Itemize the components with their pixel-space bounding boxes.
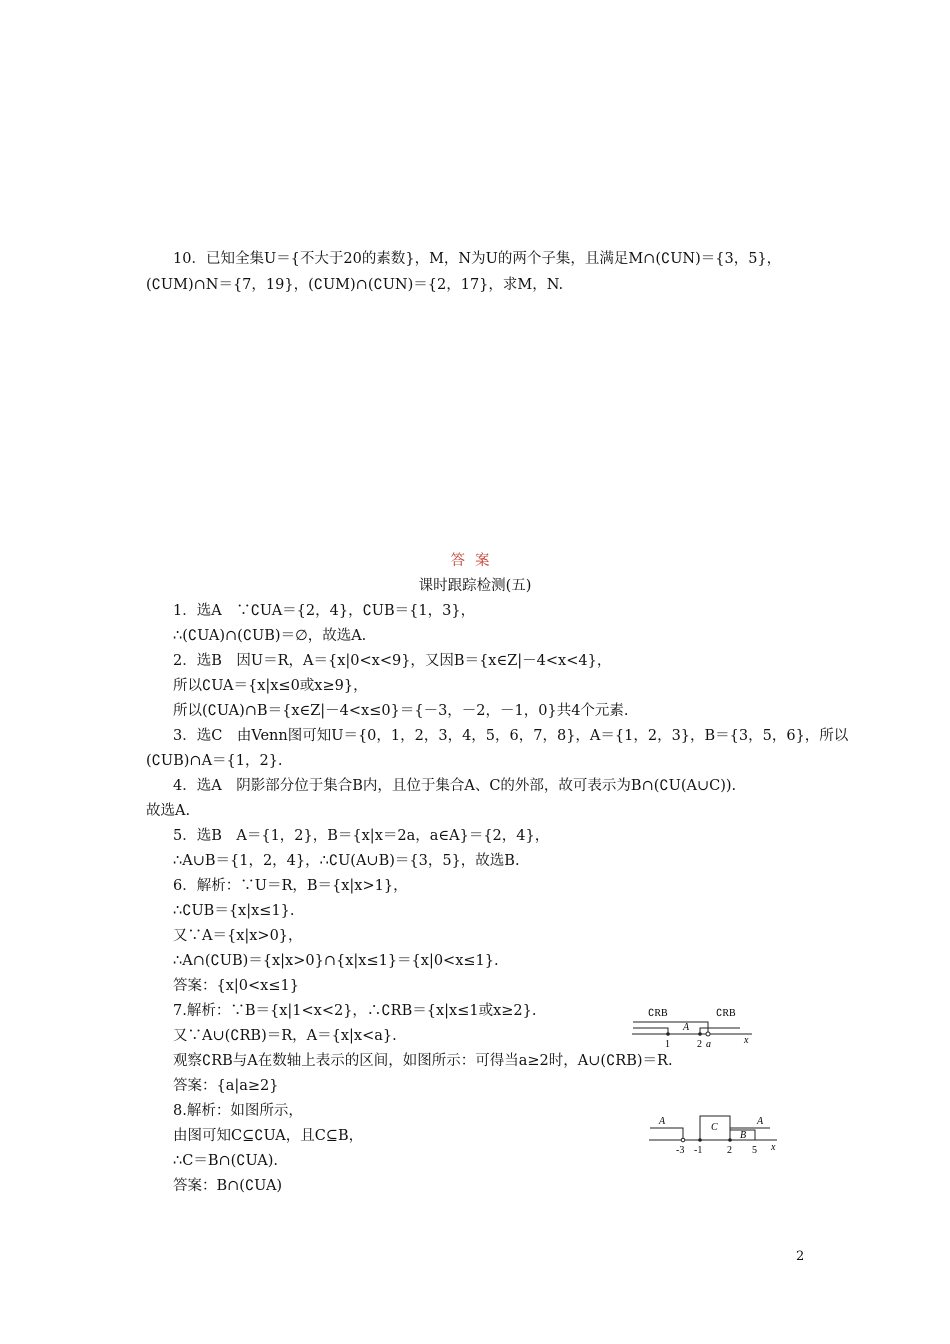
figure8-label: A xyxy=(757,1116,764,1127)
answer-line: 所以(∁UA)∩B＝{x∈Z|－4<x≤0}＝{－3，－2，－1，0}共4个元素. xyxy=(173,703,629,719)
figure8-label: x xyxy=(771,1142,776,1153)
figure8-label: 2 xyxy=(727,1145,732,1156)
answer-line: ∴(∁UA)∩(∁UB)＝∅，故选A. xyxy=(173,628,367,644)
figure8-label: -3 xyxy=(676,1145,685,1156)
answers-subheading: 课时跟踪检测(五) xyxy=(418,578,532,594)
answer-line: 又∵A∪(∁RB)＝R，A＝{x|x<a}. xyxy=(173,1028,397,1044)
figure7-label: 2 xyxy=(697,1039,702,1050)
figure7-label: ∁RB xyxy=(648,1008,668,1019)
answer-line: 由图可知C⊆∁UA，且C⊆B， xyxy=(173,1128,364,1144)
page-number: 2 xyxy=(796,1249,805,1264)
figure8-label: B xyxy=(740,1130,747,1141)
figure7-label: A xyxy=(683,1022,690,1033)
answers-heading: 答案 xyxy=(450,553,500,569)
answer-line: 所以∁UA＝{x|x≤0或x≥9}， xyxy=(173,678,368,694)
number-line-figure-8 xyxy=(645,1110,785,1158)
answer-line: 7.解析：∵B＝{x|1<x<2}，∴∁RB＝{x|x≤1或x≥2}. xyxy=(173,1003,537,1019)
answer-line: 答案：{a|a≥2} xyxy=(173,1078,279,1094)
figure7-label: 1 xyxy=(665,1039,670,1050)
answer-line: 3．选C 由Venn图可知U＝{0，1，2，3，4，5，6，7，8}，A＝{1，2，3}，B＝{3，5，6}，所以 xyxy=(173,728,849,744)
figure7-label: a xyxy=(706,1039,711,1050)
number-line-figure-7 xyxy=(628,1000,758,1052)
answer-line: ∴C＝B∩(∁UA). xyxy=(173,1153,279,1169)
answer-line: 6．解析：∵U＝R，B＝{x|x>1}， xyxy=(173,878,408,894)
figure7-label: x xyxy=(744,1035,749,1046)
answer-line: ∴A∪B＝{1，2，4}，∴∁U(A∪B)＝{3，5}，故选B. xyxy=(173,853,520,869)
figure7-label: ∁RB xyxy=(716,1008,736,1019)
figure8-label: C xyxy=(711,1122,718,1133)
figure8-label: -1 xyxy=(694,1145,703,1156)
answer-line: 答案：B∩(∁UA) xyxy=(173,1178,283,1194)
answer-line: 观察∁RB与A在数轴上表示的区间，如图所示：可得当a≥2时，A∪(∁RB)＝R. xyxy=(173,1053,673,1069)
answer-line: 4．选A 阴影部分位于集合B内，且位于集合A、C的外部，故可表示为B∩(∁U(A∪C)). xyxy=(173,778,737,794)
answer-line: ∴A∩(∁UB)＝{x|x>0}∩{x|x≤1}＝{x|0<x≤1}. xyxy=(173,953,499,969)
figure8-label: A xyxy=(659,1116,666,1127)
answer-line: (∁UB)∩A＝{1，2}. xyxy=(146,753,283,769)
answer-line: 8.解析：如图所示， xyxy=(173,1103,303,1119)
answer-line: 答案：{x|0<x≤1} xyxy=(173,978,299,994)
answer-line: 1．选A ∵∁UA＝{2，4}，∁UB＝{1，3}， xyxy=(173,603,476,619)
answer-line: 又∵A＝{x|x>0}， xyxy=(173,928,303,944)
answer-line: 2．选B 因U＝R，A＝{x|0<x<9}，又因B＝{x∈Z|－4<x<4}， xyxy=(173,653,612,669)
answer-line: 5．选B A＝{1，2}，B＝{x|x＝2a，a∈A}＝{2，4}， xyxy=(173,828,550,844)
answer-line: 故选A. xyxy=(146,803,191,819)
question-10-line-2: (∁UM)∩N＝{7，19}，(∁UM)∩(∁UN)＝{2，17}，求M，N. xyxy=(146,277,564,293)
figure8-label: 5 xyxy=(752,1145,757,1156)
answer-line: ∴∁UB＝{x|x≤1}. xyxy=(173,903,295,919)
question-10-line-1: 10．已知全集U＝{不大于20的素数}，M，N为U的两个子集，且满足M∩(∁UN)＝{3，5}， xyxy=(173,251,782,267)
